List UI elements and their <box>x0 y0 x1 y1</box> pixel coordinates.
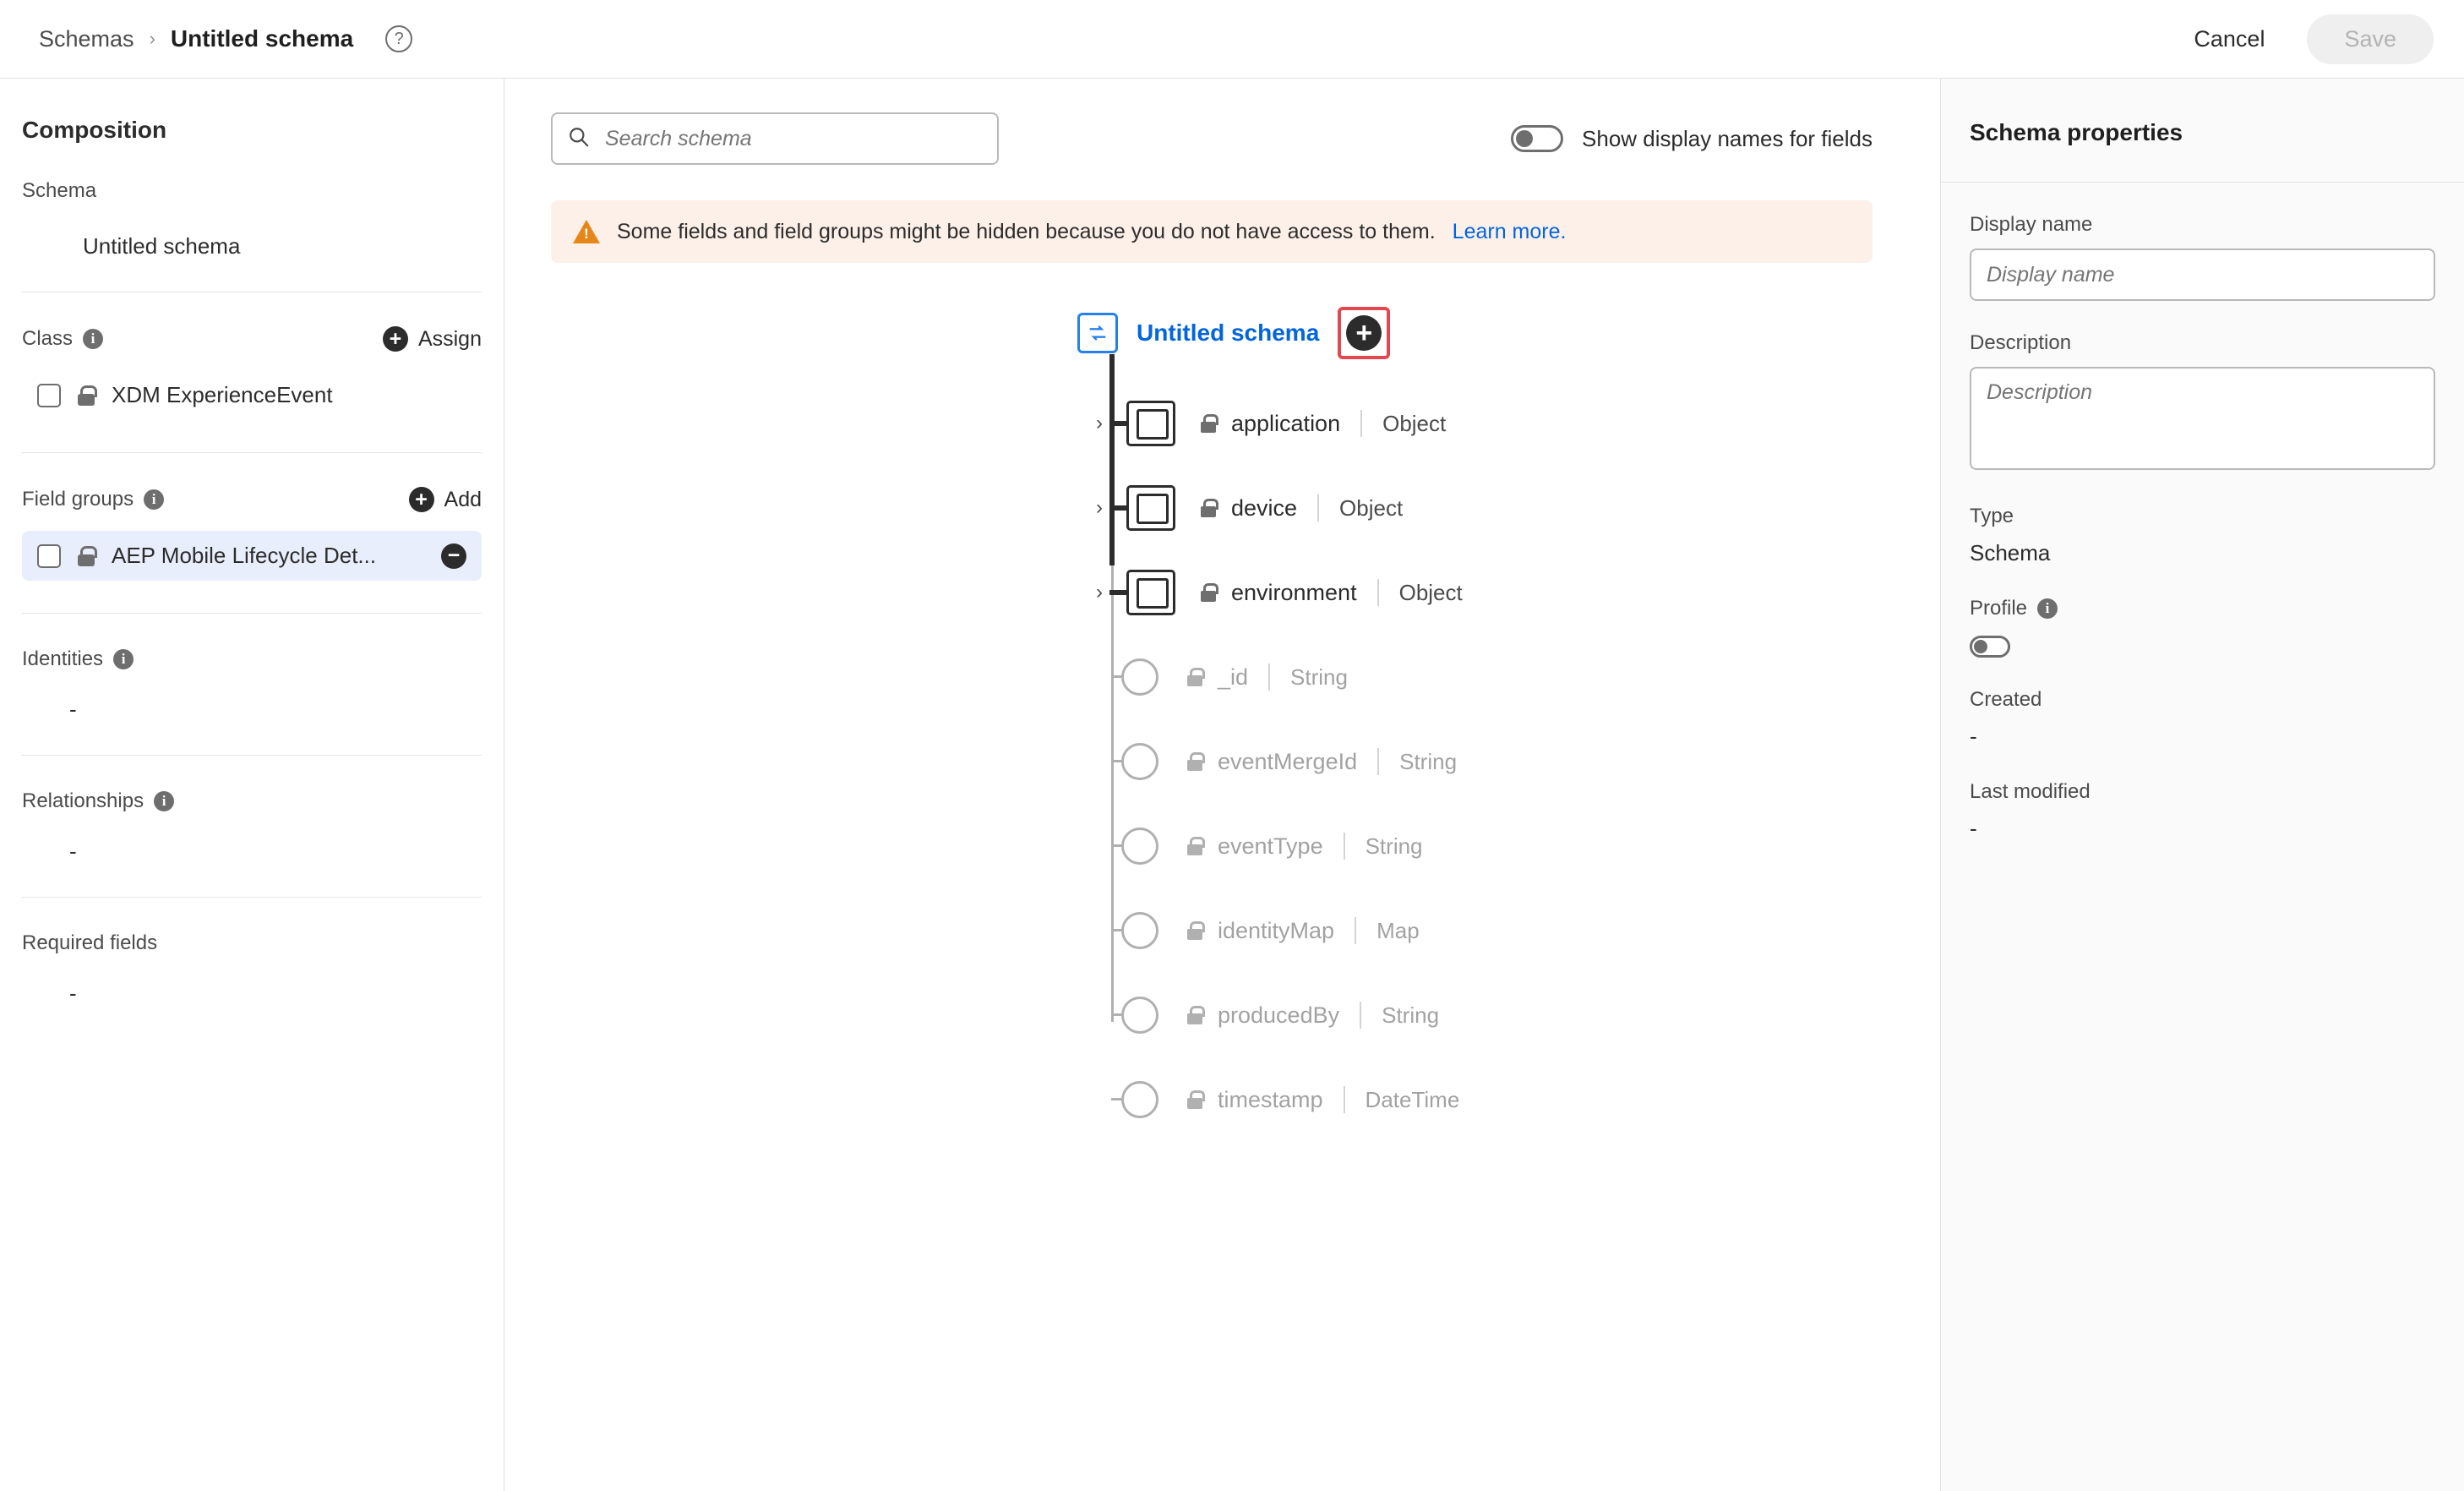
add-field-button[interactable] <box>1338 307 1390 359</box>
class-label <box>22 327 103 351</box>
schema-root-label: Untitled schema <box>1137 320 1320 346</box>
table-row[interactable] <box>504 1057 1940 1142</box>
schema-tree <box>504 307 1940 1142</box>
composition-panel <box>0 79 504 1491</box>
display-names-toggle[interactable] <box>1511 125 1563 152</box>
composition-title: Composition <box>22 117 167 143</box>
field-groups-section-header <box>22 487 482 512</box>
remove-field-group-button[interactable]: − <box>441 543 466 569</box>
class-item-label: XDM ExperienceEvent <box>112 382 333 407</box>
last-modified-value: - <box>1970 816 1977 841</box>
lock-icon <box>1201 499 1216 517</box>
plus-icon: + <box>409 487 434 512</box>
identities-info-icon[interactable]: i <box>113 649 134 669</box>
field-divider <box>1317 494 1319 522</box>
relationships-label-text: Relationships <box>22 789 144 812</box>
table-row[interactable] <box>504 888 1940 973</box>
chevron-right-icon[interactable]: › <box>1096 412 1103 434</box>
table-row[interactable] <box>504 719 1940 804</box>
divider-3 <box>22 613 482 614</box>
class-checkbox[interactable] <box>37 384 61 407</box>
leaf-node-icon <box>1121 743 1158 780</box>
field-type: Map <box>1376 917 1420 943</box>
profile-toggle[interactable] <box>1970 636 2010 658</box>
identities-label-text: Identities <box>22 647 104 670</box>
breadcrumb-separator: › <box>149 28 155 49</box>
display-names-toggle-label: Show display names for fields <box>1582 125 1873 151</box>
description-textarea[interactable] <box>1970 367 2435 470</box>
main-body <box>0 79 2464 1491</box>
add-label: Add <box>444 487 482 511</box>
schema-root-icon <box>1077 313 1118 353</box>
search-schema-box[interactable] <box>551 112 999 165</box>
class-info-icon[interactable]: i <box>83 329 103 349</box>
object-icon <box>1126 401 1175 446</box>
field-group-list-item[interactable] <box>22 531 482 581</box>
field-name: device <box>1231 494 1298 521</box>
table-row[interactable] <box>504 635 1940 719</box>
field-groups-label-text: Field groups <box>22 488 134 511</box>
breadcrumb <box>39 25 412 52</box>
description-label: Description <box>1970 331 2072 354</box>
class-list-item[interactable] <box>22 370 482 420</box>
field-divider <box>1344 1086 1345 1113</box>
field-group-item-label: AEP Mobile Lifecycle Det... <box>112 543 377 568</box>
type-label: Type <box>1970 505 2014 527</box>
lock-icon <box>1187 1090 1202 1109</box>
object-icon <box>1126 485 1175 531</box>
lock-icon <box>1187 752 1202 771</box>
search-input[interactable] <box>603 126 982 152</box>
relationships-label <box>22 789 174 813</box>
leaf-node-icon <box>1121 1081 1158 1118</box>
field-name: application <box>1231 410 1341 436</box>
schema-section-label <box>22 179 482 203</box>
lock-icon <box>1201 414 1216 433</box>
object-icon <box>1126 570 1175 615</box>
leaf-node-icon <box>1121 912 1158 949</box>
top-bar-actions <box>2172 14 2434 64</box>
table-row[interactable] <box>504 973 1940 1057</box>
required-fields-value: - <box>69 980 77 1006</box>
created-label: Created <box>1970 688 2042 711</box>
table-row[interactable] <box>504 381 1940 466</box>
lock-icon <box>1187 1006 1202 1024</box>
top-bar <box>0 0 2464 79</box>
field-name: producedBy <box>1218 1002 1340 1028</box>
assign-label: Assign <box>417 326 482 351</box>
save-button[interactable]: Save <box>2307 14 2434 64</box>
lock-icon <box>1201 583 1216 602</box>
leaf-node-icon <box>1121 658 1158 696</box>
last-modified-label: Last modified <box>1970 780 2091 803</box>
required-fields-label <box>22 931 157 955</box>
divider-4 <box>22 755 482 756</box>
table-row[interactable] <box>504 550 1940 635</box>
required-fields-label-text: Required fields <box>22 931 158 954</box>
alert-message: Some fields and field groups might be hidden because you do not have access to them. <box>617 219 1436 243</box>
field-groups-label <box>22 488 164 511</box>
divider-2 <box>22 452 482 453</box>
learn-more-link[interactable]: Learn more. <box>1452 219 1567 243</box>
type-value: Schema <box>1970 540 2051 565</box>
field-divider <box>1355 917 1356 944</box>
leaf-node-icon <box>1121 827 1158 865</box>
schema-properties-panel <box>1940 79 2464 1491</box>
field-divider <box>1344 833 1345 860</box>
leaf-node-icon <box>1121 997 1158 1034</box>
plus-icon: + <box>1346 315 1382 351</box>
schema-tree-root <box>1077 307 1940 359</box>
chevron-right-icon[interactable]: › <box>1096 581 1103 604</box>
required-fields-section-header <box>22 931 482 955</box>
divider-5 <box>22 897 482 898</box>
field-type: Object <box>1382 410 1447 436</box>
profile-info-icon[interactable]: i <box>2037 598 2058 619</box>
class-label-text: Class <box>22 327 74 350</box>
breadcrumb-schemas-link[interactable]: Schemas <box>39 25 134 52</box>
plus-icon: + <box>383 326 408 352</box>
field-name: environment <box>1231 579 1357 605</box>
canvas-toolbar <box>504 79 1940 165</box>
lock-icon <box>1187 837 1202 855</box>
field-type: DateTime <box>1365 1086 1460 1112</box>
schema-canvas <box>504 79 1940 1491</box>
field-type: String <box>1382 1002 1440 1028</box>
schema-tree-rows <box>504 381 1940 1142</box>
search-icon <box>568 126 590 152</box>
field-group-checkbox[interactable] <box>37 544 61 568</box>
assign-class-button[interactable] <box>383 326 482 352</box>
table-row[interactable] <box>504 804 1940 888</box>
relationships-section-header <box>22 789 482 813</box>
lock-icon <box>1187 668 1202 686</box>
field-type: String <box>1365 833 1423 859</box>
warning-icon <box>573 220 600 243</box>
display-names-toggle-wrap <box>1511 125 1873 152</box>
cancel-button[interactable]: Cancel <box>2172 14 2287 64</box>
field-name: eventType <box>1218 833 1323 859</box>
schema-properties-title: Schema properties <box>1970 119 2183 145</box>
profile-label-text: Profile <box>1970 597 2028 620</box>
identities-label <box>22 647 134 671</box>
field-name: eventMergeId <box>1218 748 1358 774</box>
field-groups-info-icon[interactable]: i <box>144 489 164 510</box>
help-icon[interactable]: ? <box>385 25 412 52</box>
identities-value: - <box>69 696 77 722</box>
field-type: String <box>1399 748 1458 774</box>
schema-label-text: Schema <box>22 179 97 202</box>
field-name: _id <box>1218 664 1249 690</box>
field-divider <box>1377 579 1379 606</box>
display-name-input[interactable] <box>1970 248 2435 301</box>
class-section-header <box>22 326 482 352</box>
table-row[interactable] <box>504 466 1940 550</box>
lock-icon <box>78 385 95 406</box>
field-name: timestamp <box>1218 1086 1323 1112</box>
field-name: identityMap <box>1218 917 1335 943</box>
created-value: - <box>1970 724 1977 749</box>
relationships-info-icon[interactable]: i <box>154 791 174 811</box>
field-divider <box>1360 410 1362 437</box>
hidden-fields-alert <box>551 200 1873 263</box>
field-divider <box>1360 1002 1361 1029</box>
field-divider <box>1377 748 1379 775</box>
field-type: String <box>1290 664 1348 690</box>
lock-icon <box>1187 921 1202 940</box>
schema-name-value: Untitled schema <box>83 233 241 259</box>
lock-icon <box>78 546 95 566</box>
relationships-value: - <box>69 838 77 864</box>
chevron-right-icon[interactable]: › <box>1096 496 1103 519</box>
add-field-group-button[interactable] <box>409 487 482 512</box>
page-title: Untitled schema <box>170 25 354 52</box>
display-name-label: Display name <box>1970 213 2093 236</box>
profile-label <box>1970 597 2435 620</box>
identities-section-header <box>22 647 482 671</box>
field-type: Object <box>1339 494 1404 521</box>
field-type: Object <box>1398 579 1463 605</box>
field-divider <box>1268 664 1270 691</box>
properties-divider <box>1941 182 2464 183</box>
